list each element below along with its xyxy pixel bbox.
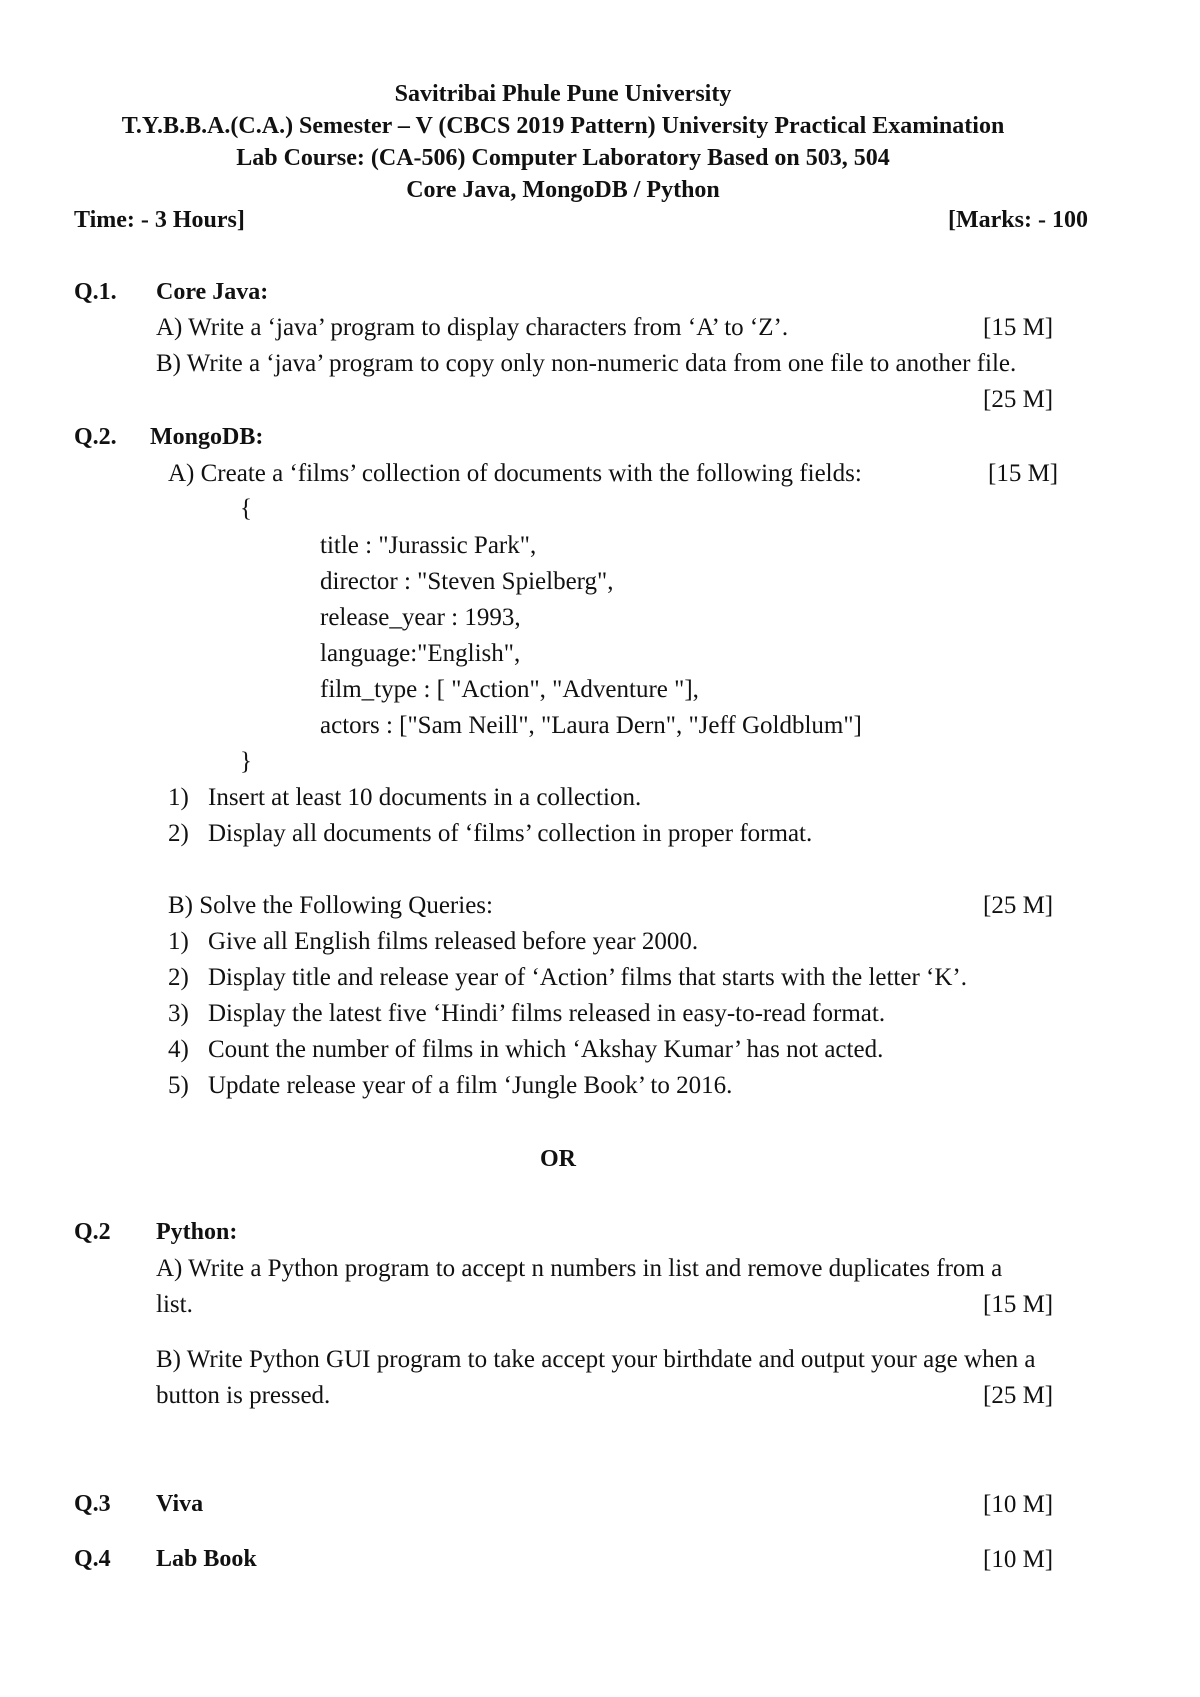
q2-python-part-b-marks: [25 M] (983, 1382, 1054, 1409)
q4-marks: [10 M] (983, 1546, 1054, 1573)
lab-course-title: Lab Course: (CA-506) Computer Laboratory Based on 503, 504 (236, 145, 890, 171)
list-item: Display the latest five ‘Hindi’ films released in easy-to-read format. (208, 1000, 886, 1027)
list-item-number: 2) (168, 964, 189, 991)
q2-mongo-part-a-marks: [15 M] (988, 460, 1059, 487)
q1-part-a: A) Write a ‘java’ program to display characters from ‘A’ to ‘Z’. (156, 314, 789, 341)
field-line: title : "Jurassic Park", (320, 532, 537, 559)
q2-python-part-a-marks: [15 M] (983, 1291, 1054, 1318)
q4-title: Lab Book (156, 1546, 257, 1572)
list-item: Display all documents of ‘films’ collection in proper format. (208, 820, 813, 847)
list-item: Count the number of films in which ‘Akshay Kumar’ has not acted. (208, 1036, 884, 1063)
field-line: language:"English", (320, 640, 521, 667)
list-item: Update release year of a film ‘Jungle Book’ to 2016. (208, 1072, 733, 1099)
exam-marks: [Marks: - 100 (948, 207, 1088, 233)
q3-marks: [10 M] (983, 1491, 1054, 1518)
field-line: actors : ["Sam Neill", "Laura Dern", "Jeff Goldblum"] (320, 712, 862, 739)
brace-open: { (240, 495, 252, 522)
q2-mongo-part-a: A) Create a ‘films’ collection of documents with the following fields: (168, 460, 862, 487)
q2-python-part-a-cont: list. (156, 1291, 193, 1318)
q1-number: Q.1. (74, 279, 117, 305)
q1-title: Core Java: (156, 279, 269, 305)
field-line: director : "Steven Spielberg", (320, 568, 614, 595)
list-item: Give all English films released before year 2000. (208, 928, 699, 955)
q4-number: Q.4 (74, 1546, 111, 1572)
list-item-number: 3) (168, 1000, 189, 1027)
q2-python-number: Q.2 (74, 1219, 111, 1245)
field-line: film_type : [ "Action", "Adventure "], (320, 676, 699, 703)
list-item-number: 5) (168, 1072, 189, 1099)
q1-part-b-marks: [25 M] (983, 386, 1054, 413)
q2-mongo-part-b: B) Solve the Following Queries: (168, 892, 493, 919)
list-item: Insert at least 10 documents in a collection. (208, 784, 642, 811)
subjects-title: Core Java, MongoDB / Python (406, 177, 720, 203)
exam-time: Time: - 3 Hours] (74, 207, 245, 233)
brace-close: } (240, 748, 252, 775)
q2-mongo-title: MongoDB: (150, 424, 264, 450)
q3-title: Viva (156, 1491, 204, 1517)
list-item-number: 4) (168, 1036, 189, 1063)
q2-mongo-part-b-marks: [25 M] (983, 892, 1054, 919)
course-title: T.Y.B.B.A.(C.A.) Semester – V (CBCS 2019 Pattern) University Practical Examination (121, 113, 1005, 139)
q2-python-part-a: A) Write a Python program to accept n numbers in list and remove duplicates from a (156, 1255, 1003, 1282)
q2-python-part-b: B) Write Python GUI program to take accept your birthdate and output your age when a (156, 1346, 1036, 1373)
q1-part-b: B) Write a ‘java’ program to copy only non-numeric data from one file to another file. (156, 350, 1017, 377)
list-item-number: 2) (168, 820, 189, 847)
university-title: Savitribai Phule Pune University (394, 81, 732, 107)
field-line: release_year : 1993, (320, 604, 521, 631)
list-item-number: 1) (168, 928, 189, 955)
or-separator: OR (540, 1146, 576, 1172)
q2-python-part-b-cont: button is pressed. (156, 1382, 331, 1409)
q2-mongo-number: Q.2. (74, 424, 117, 450)
list-item: Display title and release year of ‘Action’ films that starts with the letter ‘K’. (208, 964, 968, 991)
q1-part-a-marks: [15 M] (983, 314, 1054, 341)
list-item-number: 1) (168, 784, 189, 811)
q2-python-title: Python: (156, 1219, 238, 1245)
q3-number: Q.3 (74, 1491, 111, 1517)
